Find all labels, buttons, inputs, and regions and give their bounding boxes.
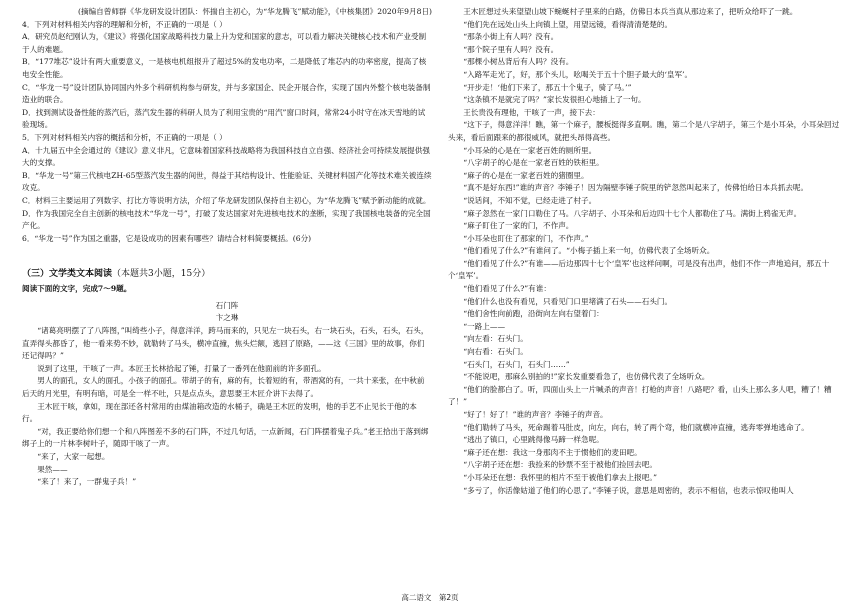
story-paragraph: “麻子的心是在一家老百姓的猪圈里。 bbox=[463, 170, 589, 180]
story-paragraph: “他们舍性向前跑，沿街向左向右望着门： bbox=[463, 309, 604, 319]
story-paragraph: “那个院子里有人吗？没有。 bbox=[463, 44, 559, 54]
story-paragraph: “他们先在远处山头上向镇上望，用望远镜，看得清清楚楚的。 bbox=[463, 19, 673, 29]
reading-lead: 阅读下面的文字，完成7～9题。 bbox=[22, 284, 132, 294]
left-column bbox=[22, 6, 432, 489]
story-paragraph: “真不是好东西!”谁的声音？李锤子！因为隔壁李锤子院里的铲忽然叫起来了，传佛怕给日本兵抓去呢。 bbox=[463, 183, 809, 193]
story-paragraph: “小耳朵也盯住了那家的门，不作声。” bbox=[463, 233, 589, 243]
q4-option-b: B．“177堆芯”设计有两大重要意义，一是核电机组报升了超过5%的发电功率，二是降低了堆芯内的功率密度，提高了核电安全性能。 bbox=[22, 57, 427, 79]
story-paragraph: 男人的面孔，女人的面孔，小孩子的面孔。带胡子的有，麻的有，长着短的有，带酒窝的有，一共十来张，在中秋前后天的月光里，有明有暗，可是全一样不吐，只是点点头，意思要王木匠介讲下去得了。 bbox=[22, 376, 425, 399]
q4-option-d: D．找到测试设备性能的蒸汽后，蒸汽发生器的科研人员为了利用宝贵的“用汽”窗口时间，常常24小时守在冰天雪地的试验现场。 bbox=[22, 107, 426, 130]
story-paragraph: “这下子，得意洋洋！瞧，第一个麻子，腰板挺得多直啊。瞧，第二个是八字胡子，第三个是小耳朵，小耳朵回过头来，看后面跟来的都很威风，就把头昂得高些。 bbox=[448, 120, 840, 142]
story-paragraph: “逃出了镇口，心里跳得像马蹄一样急呢。 bbox=[463, 435, 604, 445]
q6-stem: 6．“华龙一号”作为国之重器，它是设成功的因素有哪些？请结合材料简要概括。(6分) bbox=[22, 233, 312, 243]
story-paragraph: “他们勒转了马头，死命踢着马肚皮，向左，向右，转了两个弯，他们就横冲直撞，逃奔零弹地逃命了。 bbox=[463, 422, 809, 432]
q5-stem: 5．下列对材料相关内容的概括和分析，不正确的一项是（ ） bbox=[22, 132, 227, 142]
story-paragraph: “他们看见了什么?”有谁问了。“小梅子插上来一句，仿佛代表了全场听众。 bbox=[463, 246, 715, 256]
story-paragraph: “诸葛亮明摆了了八阵图，”叫绮些小子，得意洋洋，跨马而来的，只见左一块石头，右一块石头，石头，石头，石头，直弄得头都昏了，他一看来势不妙，就勒转了马头，横冲直撞，焦头烂额，逃回了原路，——这《三国》里的故事，你们还记得吗？” bbox=[22, 326, 429, 361]
story-paragraph: “向左看：石头门。 bbox=[463, 334, 528, 344]
q4-stem: 4．下列对材料相关内容的理解和分析，不正确的一项是（ ） bbox=[22, 19, 227, 29]
q4-option-a: A．研究员赵纪刚认为，《建议》将强化国家战略科技力量上升为党和国家的意志，可以看力解决关键核心技术和产业受制于人的难题。 bbox=[22, 32, 427, 54]
story-paragraph: “向右看：石头门。 bbox=[463, 347, 528, 357]
section-heading bbox=[22, 267, 432, 281]
q4-option-c: C．“华龙一号”设计团队协同国内外多个科研机构参与研发，并与多家国企、民企开展合作，实现了国内外整个核电装备制造业的联合。 bbox=[22, 82, 431, 105]
story-paragraph: “他们的脸都白了。听，四面山头上一片喊杀的声音！打枪的声音！八路吧？看，山头上那么多人吧，糟了！糟了！” bbox=[448, 384, 832, 407]
story-paragraph: “他们看见了什么?”有谁——后边那四十七个‘皇军’也这样问啊，可是没有出声，他们不作一声地追问，那五十个‘皇军’。 bbox=[448, 258, 830, 281]
story-paragraph: “这条镇不是就完了吗？”家长发很担心地插上了一句。 bbox=[463, 95, 646, 105]
story-paragraph: “对，我正要给你们想一个和八阵图差不多的石门阵，不过几句话，一点新闻，石门阵摆着鬼子兵。”老王拾出于落到绑绑子上的一片林李树叶子，随即干咳了一声。 bbox=[22, 426, 429, 449]
story-paragraph: “一路上—— bbox=[463, 321, 506, 331]
q5-option-a: A．十九届五中全会通过的《建议》意义非凡，它意味着国家科技战略将为我国科技自立自强、经济社会可持续发展提供强大的支撑。 bbox=[22, 145, 430, 168]
story-author: 卞之琳 bbox=[215, 313, 239, 323]
story-paragraph: “八字胡子还在想：我捡来的钞票不至于被他们捡回去吧。 bbox=[463, 460, 657, 470]
section-subtitle: （本题共3小题，15分） bbox=[112, 269, 211, 280]
story-paragraph: “不能说吧，那麻么别拍的!”家长发重要看急了，也仿佛代表了全场听众。 bbox=[463, 372, 710, 382]
story-paragraph: “麻子还在想：我这一身那肉不主于惯他们的麦田吧。 bbox=[463, 447, 642, 457]
q5-option-b: B．“华龙一号”第三代核电ZH-65型蒸汽发生器的间世，得益于其结构设计、性能验证、关键材料国产化等技术难关被连续攻克。 bbox=[22, 170, 432, 193]
section-title: （三）文学类文本阅读 bbox=[22, 269, 113, 280]
q5-option-d: D．作为我国完全自主创新的核电技术“华龙一号”，打破了发达国家对先进核电技术的垄断，实现了我国核电装备的完全国产化。 bbox=[22, 208, 431, 231]
story-paragraph: 王木匠想过头来望望山坡下蜿蜒村子里来的白路，仿佛日本兵当真从那边来了，把听众给吓了一跳。 bbox=[463, 7, 798, 16]
story-paragraph: 说到了这里，干咳了一声。本匠王长林拾起了锤，打量了一番列在他面前的许多面孔。 bbox=[37, 363, 326, 373]
story-paragraph: “来了，大家一起想。 bbox=[37, 452, 110, 461]
story-paragraph: “说话间，不知不觉，已经走进了村子。 bbox=[463, 195, 597, 205]
story-paragraph: “他们什么也没有看见，只看见门口里堵满了石头——石头门。 bbox=[463, 296, 673, 306]
story-paragraph: “好了！好了！”谁的声音？李锤子的声音。 bbox=[463, 410, 608, 419]
story-paragraph: “小耳朵的心是在一家老百姓的厕所里。 bbox=[463, 145, 597, 155]
story-title: 石门阵 bbox=[215, 300, 239, 310]
story-paragraph: 王长贵没有理他，干咳了一声，接下去： bbox=[463, 107, 600, 117]
story-paragraph: “他们看见了什么?”有谁： bbox=[463, 284, 551, 294]
story-paragraph: “麻子忽然在一家门口勒住了马。八字胡子、小耳朵和后边四十七个人都勒住了马。满街上鸦雀无声。 bbox=[463, 208, 802, 218]
story-paragraph: “那条小街上有人吗？没有。 bbox=[463, 32, 559, 42]
story-paragraph: 王木匠干咳，拿如，现在部还各村常用的由煤油箱改造的水桶子，确是王木匠的发明，他的手艺不止见长于他的本行。 bbox=[22, 401, 417, 424]
story-paragraph: “八字胡子的心是在一家老百姓的铁柜里。 bbox=[463, 158, 604, 168]
right-column bbox=[448, 6, 844, 497]
q5-option-c: C．材料三主要运用了列数字、打比方等说明方法，介绍了华龙研发团队保持自主初心，为“华龙腾飞”赋予新动能的成就。 bbox=[22, 195, 431, 205]
page-footer: 高二语文 第2页 bbox=[401, 593, 459, 602]
story-paragraph: “小耳朵还在想：我怀里的相片不至于被他们拿去上报吧。” bbox=[463, 472, 657, 482]
story-paragraph: “开步走！‘他们下来了，那五十个鬼子，骑了马。’” bbox=[463, 82, 632, 92]
story-paragraph: “入路军走光了，好，那个头儿，吆喝关于五十个胆子最大的‘皇军’。 bbox=[463, 69, 693, 79]
story-paragraph: “来了！来了，一群鬼子兵！” bbox=[37, 477, 137, 487]
story-paragraph: 果然—— bbox=[37, 464, 68, 474]
story-paragraph: “那棵小树丛背后有人吗？没有。 bbox=[463, 57, 574, 67]
source-citation: (摘编自曾师群《华龙研发设计团队：怀揣自主初心，为“华龙腾飞”赋动能》，《中核集团》2020年9月8日) bbox=[77, 7, 432, 16]
story-paragraph: “麻子盯住了一家的门，不作声。 bbox=[463, 221, 574, 231]
story-paragraph: “石头门，石头门，石头门……” bbox=[463, 359, 570, 369]
story-paragraph: “多亏了，你活像姑道了他们的心思了。”李锤子说，意思是周密的，表示不相信，也表示惊叹他叫人 bbox=[463, 485, 794, 495]
